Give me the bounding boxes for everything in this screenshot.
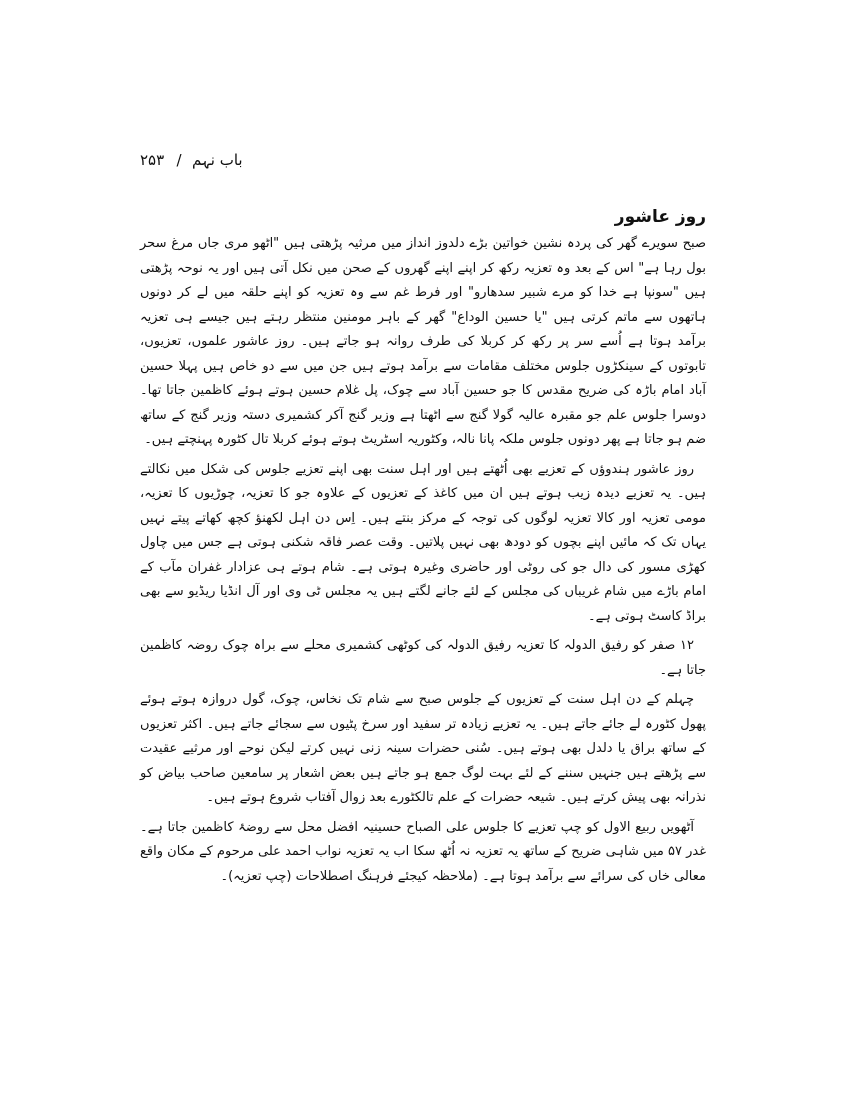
page-number: ۲۵۳ <box>140 151 165 169</box>
header-separator: / <box>176 151 182 169</box>
paragraph-5: آٹھویں ربیع الاول کو چپ تعزیے کا جلوس علی الصباح حسینیہ افضل محل سے روضۂ کاظمین جاتا ہے۔ غدر ۵۷ میں شاہی ضریح کے ساتھ یہ تعزیہ نہ اُٹھ سکا اب یہ تعزیہ نواب احمد علی مرحوم کے مکان واقع معالی خاں کی سرائے سے برآمد ہوتا ہے۔ (ملاحظہ کیجئے فرہنگ اصطلاحات (چپ تعزیہ)۔ <box>140 819 706 884</box>
running-header <box>140 148 706 172</box>
chapter-label: باب نہم <box>192 151 243 169</box>
paragraph-4: چہلم کے دن اہل سنت کے تعزیوں کے جلوس صبح سے شام تک نخاس، چوک، گول دروازہ ہوتے ہوئے پھول کٹورہ لے جائے جاتے ہیں۔ یہ تعزیے زیادہ تر سفید اور سرخ پٹیوں سے سجائے جاتے ہیں۔ اکثر تعزیوں کے ساتھ براق یا دلدل بھی ہوتے ہیں۔ سُنی حضرات سینہ زنی نہیں کرتے لیکن نوحے اور مرثیے عقیدت سے پڑھتے ہیں جنہیں سننے کے لئے بہت لوگ جمع ہو جاتے ہیں بعض اشعار پر سامعین صاحب بیاض کو نذرانہ بھی پیش کرتے ہیں۔ شیعہ حضرات کے علم تالکٹورے بعد زوال آفتاب شروع ہوتے ہیں۔ <box>140 692 706 805</box>
section-title: روز عاشور <box>614 207 706 227</box>
page-body <box>140 204 706 894</box>
paragraph-3: ۱۲ صفر کو رفیق الدولہ کا تعزیہ رفیق الدولہ کی کوٹھی کشمیری محلے سے براہ چوک روضہ کاظمین جاتا ہے۔ <box>140 638 706 678</box>
paragraph-2: روز عاشور ہندوؤں کے تعزیے بھی اُٹھتے ہیں اور اہل سنت بھی اپنے تعزیے جلوس کی شکل میں نکالتے ہیں۔ یہ تعزیے دیدہ زیب ہوتے ہیں ان میں کاغذ کے تعزیوں کے علاوہ جو کا تعزیہ، چوڑیوں کا تعزیہ، مومی تعزیہ اور کالا تعزیہ لوگوں کی توجہ کے مرکز بنتے ہیں۔ اِس دن اہل لکھنؤ کچھ کھاتے پیتے نہیں یہاں تک کہ مائیں اپنے بچوں کو دودھ بھی نہیں پلاتیں۔ وقت عصر فاقہ شکنی ہوتی ہے جس میں چاول کھڑی مسور کی دال جو کی روٹی اور حاضری وغیرہ ہوتی ہے۔ شام ہوتے ہی عزادار غفران مآب کے امام باڑے میں شام غریباں کی مجلس کے لئے جانے لگتے ہیں یہ مجلس ٹی وی اور آل انڈیا ریڈیو سے بھی براڈ کاسٹ ہوتی ہے۔ <box>140 461 706 624</box>
paragraph-1: صبح سویرے گھر کی پردہ نشین خواتین بڑے دلدوز انداز میں مرثیہ پڑھتی ہیں "اٹھو مری جاں مرغ سحر بول رہا ہے" اس کے بعد وہ تعزیہ رکھ کر اپنے اپنے گھروں کے صحن میں نکل آتی ہیں اور یہ نوحہ پڑھتی ہیں "سونپا ہے خدا کو مرے شبیر سدھارو" اور فرط غم سے وہ تعزیہ کو اپنے حلقہ میں لے کر دونوں ہاتھوں سے ماتم کرتی ہیں "یا حسین الوداع" گھر کے باہر مومنین منتظر رہتے ہیں جیسے ہی تعزیہ برآمد ہوتا ہے اُسے سر پر رکھ کر کربلا کی طرف روانہ ہو جاتے ہیں۔ روز عاشور علموں، تعزیوں، تابوتوں کے سینکڑوں جلوس مختلف مقامات سے برآمد ہوتے ہیں جن میں سے دو خاص ہیں پہلا حسین آباد امام باڑہ کی ضریح مقدس کا جو حسین آباد سے چوک، پل غلام حسین ہوتے ہوئے کاظمین جاتا تھا۔ دوسرا جلوس علم جو مقبرہ عالیہ گولا گنج سے اٹھتا ہے وزیر گنج آکر کشمیری دستہ وزیر گنج کے ساتھ ضم ہو جاتا ہے پھر دونوں جلوس ملکہ پانا نالہ، وکٹوریہ اسٹریٹ ہوتے ہوئے کربلا تال کٹورہ پہنچتے ہیں۔ <box>140 236 706 447</box>
